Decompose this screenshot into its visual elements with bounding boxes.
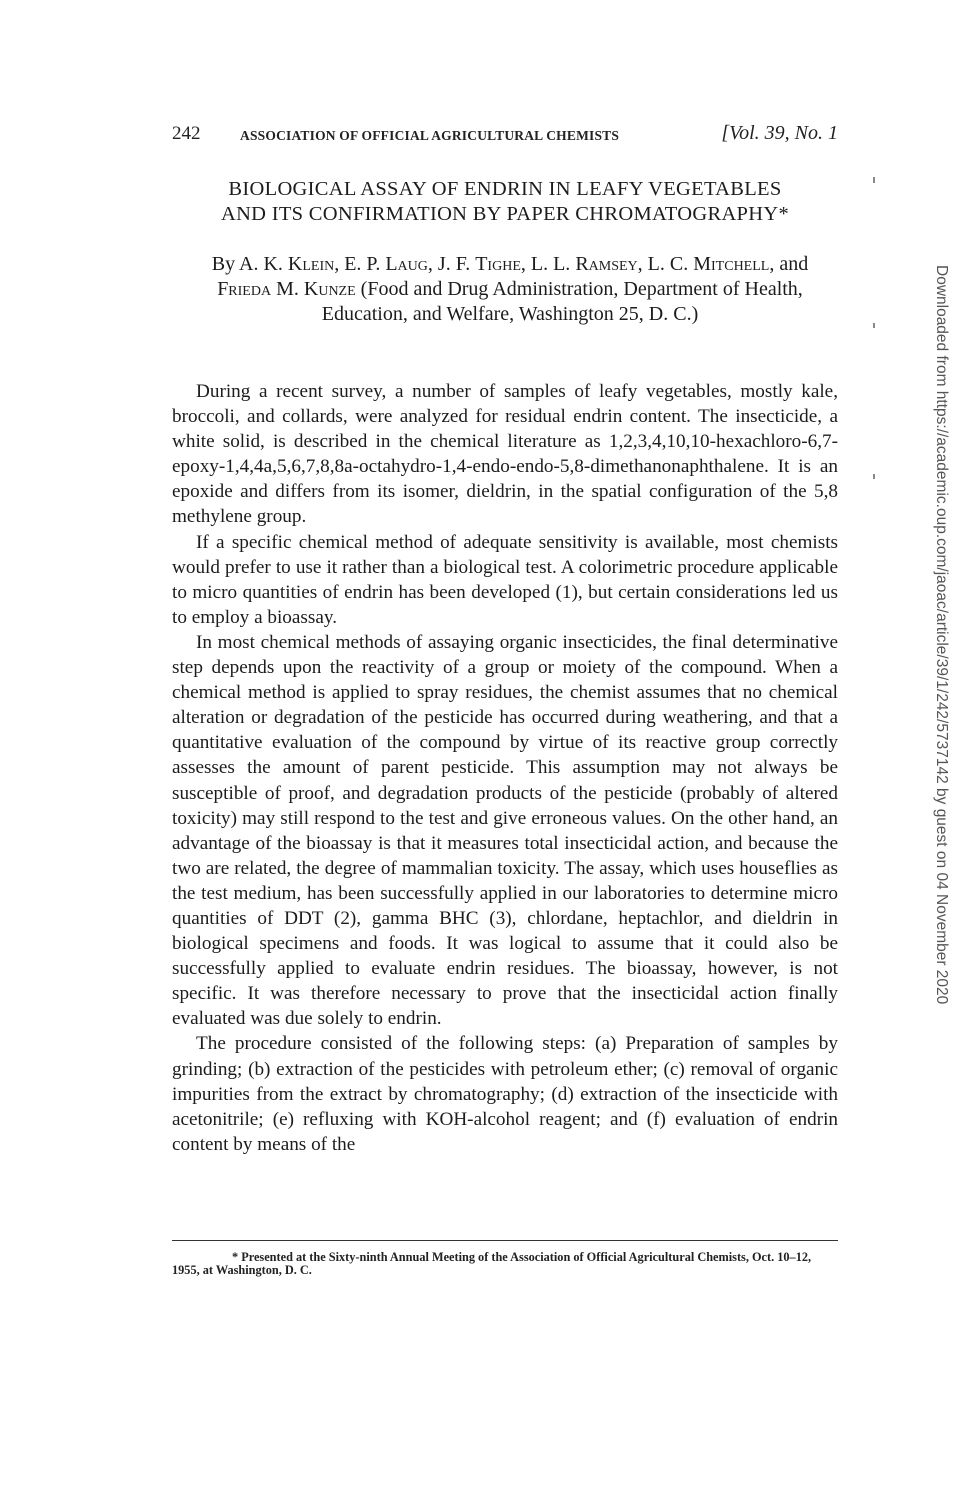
author-name: Ramsey	[575, 253, 638, 275]
author-sep: , E. P.	[334, 253, 386, 275]
scan-speck	[873, 323, 875, 328]
paragraph: The procedure consisted of the following steps: (a) Preparation of samples by grinding; (b) extraction of the pesticides with petroleum ether; (c) removal of organic impurities from the extract by chromatography; (d) extraction of the insecticide with acetonitrile; (e) refluxing with KOH-alcohol reagent; and (f) evaluation of endrin content by means of the	[172, 1033, 838, 1155]
author-name: Klein	[287, 253, 335, 275]
footnote-divider	[172, 1240, 838, 1241]
affiliation: (Food and Drug Administration, Department of Health, Education, and Welfare, Washington 25, D. C.)	[321, 278, 803, 325]
author-name: Frieda	[217, 278, 272, 300]
paragraph: If a specific chemical method of adequate sensitivity is available, most chemists would prefer to use it rather than a biological test. A colorimetric procedure applicable to micro quantities of endrin has been developed (1), but certain considerations led us to employ a bioassay.	[172, 531, 838, 628]
author-name: Tighe	[475, 253, 521, 275]
author-name: Kunze	[303, 278, 356, 300]
article-body	[172, 379, 838, 1157]
author-sep: M.	[271, 278, 304, 300]
volume-issue: [Vol. 39, No. 1	[721, 122, 838, 144]
page-number: 242	[172, 123, 201, 144]
author-sep: , and	[769, 253, 809, 275]
paragraph: During a recent survey, a number of samples of leafy vegetables, mostly kale, broccoli, and collards, were analyzed for residual endrin content. The insecticide, a white solid, is described in the chemical literature as 1,2,3,4,10,10-hexachloro-6,7-epoxy-1,4,4a,5,6,7,8,8a-octahydro-1,4-endo-endo-5,8-dimethanonaphthalene. It is an epoxide and differs from its isomer, dieldrin, in the spatial configuration of the 5,8 methylene group.	[172, 381, 838, 528]
author-prefix: By A. K.	[211, 253, 288, 275]
title-line-1: BIOLOGICAL ASSAY OF ENDRIN IN LEAFY VEGETABLES	[228, 178, 782, 200]
paragraph: In most chemical methods of assaying organic insecticides, the final determinative step depends upon the reactivity of a group or moiety of the compound. When a chemical method is applied to spray residues, the chemist assumes that no chemical alteration or degradation of the pesticide has occurred during weathering, and that a quantitative evaluation of the compound by virtue of its reactive group correctly assesses the amount of parent pesticide. This assumption may not always be susceptible of proof, and degradation products of the pesticide (probably of altered toxicity) may still respond to the test and give erroneous values. On the other hand, an advantage of the bioassay is that it measures total insecticidal action, and because the two are related, the degree of mammalian toxicity. The assay, which uses houseflies as the test medium, has been successfully applied in our laboratories to determine micro quantities of DDT (2), gamma BHC (3), chlordane, heptachlor, and dieldrin in biological specimens and foods. It was logical to assume that it could also be successfully applied to evaluate endrin residues. The bioassay, however, is not specific. It was therefore necessary to prove that the insecticidal action finally evaluated was due solely to endrin.	[172, 631, 838, 1030]
scan-speck	[873, 177, 875, 183]
title-line-2: AND ITS CONFIRMATION BY PAPER CHROMATOGRAPHY*	[220, 203, 790, 225]
watermark-text: Downloaded from https://academic.oup.com/jaoac/article/39/1/242/5737142 by guest on 04 November 2020	[933, 265, 950, 1005]
author-block	[190, 252, 830, 327]
author-name: Laug	[385, 253, 428, 275]
author-sep: , L. L.	[520, 253, 576, 275]
author-name: Mitchell	[693, 253, 770, 275]
article-title	[150, 177, 860, 227]
journal-name: ASSOCIATION OF OFFICIAL AGRICULTURAL CHEMISTS	[240, 128, 620, 143]
download-watermark	[929, 265, 953, 1145]
scan-speck	[873, 474, 875, 479]
author-sep: , J. F.	[427, 253, 476, 275]
footnote: * Presented at the Sixty-ninth Annual Meeting of the Association of Official Agricultural Chemists, Oct. 10–12, 1955, at Washington, D. C.	[172, 1250, 812, 1277]
author-sep: , L. C.	[637, 253, 689, 275]
